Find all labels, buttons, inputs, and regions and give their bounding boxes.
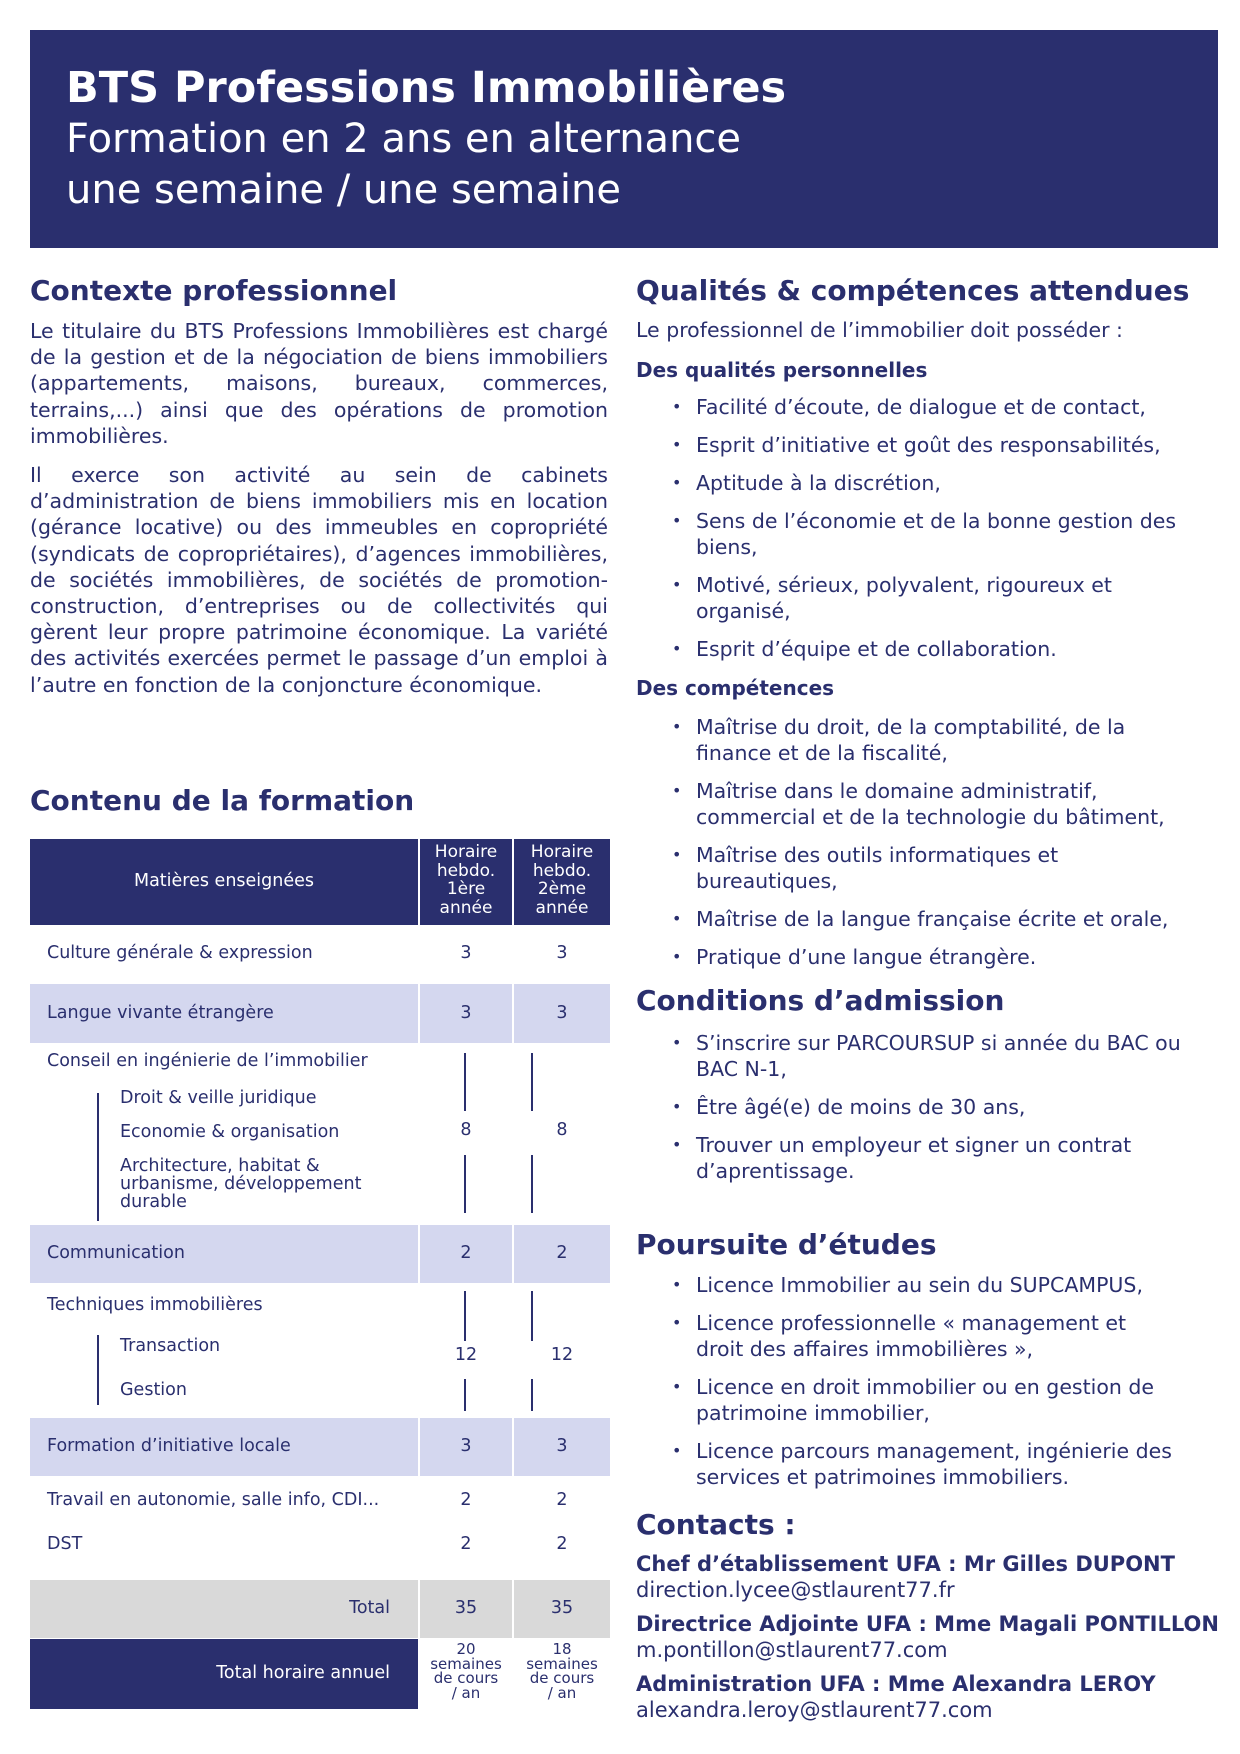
- row-subject: Travail en autonomie, salle info, CDI...: [47, 1490, 380, 1510]
- bullet-icon: •: [672, 1377, 682, 1396]
- annual-year1-line: 20: [456, 1640, 476, 1658]
- table-header-year2-cell: [514, 839, 610, 925]
- row-year1: 3: [460, 1436, 472, 1456]
- row-subject: DST: [47, 1534, 83, 1554]
- bullet-icon: •: [672, 947, 682, 966]
- list-item: [672, 1132, 1220, 1184]
- list-item-text: Être âgé(e) de moins de 30 ans,: [696, 1095, 1026, 1119]
- bullet-icon: •: [672, 717, 682, 736]
- personal-qualities-list: [672, 394, 1220, 662]
- row-year1: 2: [460, 1490, 472, 1510]
- table-annual-row: [30, 1639, 610, 1709]
- annual-label: Total horaire annuel: [216, 1663, 390, 1683]
- contexte-heading: Contexte professionnel: [30, 274, 398, 307]
- table-header-year2: [514, 843, 610, 917]
- row-subject: Langue vivante étrangère: [47, 1003, 274, 1023]
- row-year1: 12: [454, 1345, 478, 1365]
- list-item: [672, 572, 1136, 624]
- row-year2: 2: [556, 1243, 568, 1263]
- value-bracket: [531, 1379, 533, 1411]
- bullet-icon: •: [672, 435, 682, 454]
- value-bracket: [464, 1155, 466, 1213]
- contexte-paragraph-1: Le titulaire du BTS Professions Immobilières est chargé de la gestion et de la négociation de biens immobiliers (appartements, maisons, bureaux, commerces, terrains,...) ainsi que des opérations de promotion immobilières.: [30, 319, 608, 448]
- list-item-text: Licence parcours management, ingénierie des services et patrimoines immobiliers.: [696, 1439, 1172, 1489]
- header-year2-line: Horaire: [530, 842, 594, 862]
- list-item: [672, 1094, 1220, 1120]
- table-row: [30, 1522, 610, 1566]
- annual-year1-line: semaines: [430, 1654, 502, 1673]
- list-item-text: Licence professionnelle « management et droit des affaires immobilières »,: [696, 1311, 1127, 1361]
- subitem: urbanisme, développement: [120, 1174, 362, 1194]
- subitem: Economie & organisation: [120, 1122, 340, 1142]
- table-row: [30, 1043, 610, 1225]
- list-item-text: Motivé, sérieux, polyvalent, rigoureux et organisé,: [696, 573, 1112, 623]
- contact-role: Directrice Adjointe UFA : Mme Magali PONTILLON: [636, 1612, 1219, 1636]
- poursuite-list: [672, 1272, 1220, 1490]
- poursuite-heading: Poursuite d’études: [636, 1228, 937, 1261]
- subitem: Architecture, habitat &: [120, 1156, 320, 1176]
- qualites-intro: Le professionnel de l’immobilier doit posséder :: [636, 318, 1123, 342]
- bullet-icon: •: [672, 1313, 682, 1332]
- group-bracket: [97, 1335, 99, 1405]
- row-year1: 8: [460, 1120, 472, 1140]
- header-year1-line: hebdo.: [436, 860, 496, 881]
- list-item-text: Esprit d’initiative et goût des responsabilités,: [696, 433, 1161, 457]
- bullet-icon: •: [672, 473, 682, 492]
- annual-year1: [420, 1642, 512, 1700]
- annual-year2-line: 18: [552, 1640, 572, 1658]
- row-year2: 3: [556, 943, 568, 963]
- row-year2: 3: [556, 1436, 568, 1456]
- skills-heading: Des compétences: [636, 676, 835, 700]
- list-item-text: Maîtrise dans le domaine administratif, commercial et de la technologie du bâtiment,: [696, 779, 1165, 829]
- value-bracket: [531, 1291, 533, 1341]
- personal-qualities-heading: Des qualités personnelles: [636, 358, 928, 382]
- table-row: [30, 1225, 610, 1283]
- row-year2: 12: [550, 1345, 574, 1365]
- list-item-text: Maîtrise du droit, de la comptabilité, de la finance et de la fiscalité,: [696, 715, 1126, 765]
- annual-year2-line: de cours: [529, 1669, 595, 1687]
- row-year2: 3: [556, 1003, 568, 1023]
- total-year2: 35: [550, 1598, 574, 1618]
- row-subject: Culture générale & expression: [47, 943, 313, 963]
- table-header-year1-cell: [420, 839, 512, 925]
- list-item-text: Maîtrise des outils informatiques et bureautiques,: [696, 843, 1059, 893]
- contact-email[interactable]: m.pontillon@stlaurent77.com: [636, 1638, 948, 1662]
- bullet-icon: •: [672, 781, 682, 800]
- contacts-heading: Contacts :: [636, 1508, 796, 1541]
- total-year1: 35: [454, 1598, 478, 1618]
- list-item-text: Sens de l’économie et de la bonne gestion des biens,: [696, 509, 1177, 559]
- total-label: Total: [349, 1598, 390, 1618]
- header-year1-line: 1ère: [446, 879, 486, 899]
- list-item: [672, 944, 1220, 970]
- list-item: [672, 1030, 1220, 1082]
- row-year2: 8: [556, 1120, 568, 1140]
- table-row: [30, 1476, 610, 1522]
- bullet-icon: •: [672, 1135, 682, 1154]
- annual-year2-line: / an: [547, 1683, 577, 1702]
- annual-year1-line: / an: [451, 1683, 481, 1702]
- admission-list: [672, 1030, 1220, 1184]
- value-bracket: [464, 1053, 466, 1111]
- table-header-row: [30, 839, 610, 925]
- list-item-text: S’inscrire sur PARCOURSUP si année du BAC ou BAC N-1,: [696, 1031, 1181, 1081]
- list-item-text: Pratique d’une langue étrangère.: [696, 945, 1037, 969]
- list-item: [672, 1374, 1220, 1426]
- bullet-icon: •: [672, 575, 682, 594]
- subitem: Gestion: [120, 1380, 187, 1400]
- group-bracket: [97, 1093, 99, 1221]
- header-year2-line: hebdo.: [532, 860, 592, 881]
- table-header-year1: [420, 843, 512, 917]
- row-subject: Techniques immobilières: [47, 1295, 263, 1315]
- row-year2: 2: [556, 1534, 568, 1554]
- row-year1: 3: [460, 943, 472, 963]
- header-year1-line: année: [439, 897, 493, 918]
- contact-email[interactable]: direction.lycee@stlaurent77.fr: [636, 1578, 955, 1602]
- bullet-icon: •: [672, 639, 682, 658]
- bullet-icon: •: [672, 1033, 682, 1052]
- table-total-row: [30, 1580, 610, 1638]
- list-item-text: Licence en droit immobilier ou en gestion de patrimoine immobilier,: [696, 1375, 1155, 1425]
- list-item: [672, 636, 1220, 662]
- row-year2: 2: [556, 1490, 568, 1510]
- bullet-icon: •: [672, 845, 682, 864]
- list-item: [672, 714, 1176, 766]
- admission-heading: Conditions d’admission: [636, 984, 1005, 1017]
- value-bracket: [464, 1291, 466, 1341]
- bullet-icon: •: [672, 909, 682, 928]
- row-year1: 3: [460, 1003, 472, 1023]
- list-item-text: Maîtrise de la langue française écrite et orale,: [696, 907, 1169, 931]
- bullet-icon: •: [672, 1441, 682, 1460]
- bullet-icon: •: [672, 1097, 682, 1116]
- row-subject: Communication: [47, 1243, 185, 1263]
- list-item-text: Trouver un employeur et signer un contrat d’aprentissage.: [696, 1133, 1132, 1183]
- list-item: [672, 1272, 1220, 1298]
- value-bracket: [464, 1379, 466, 1411]
- contact-role: Chef d’établissement UFA : Mr Gilles DUPONT: [636, 1552, 1175, 1576]
- annual-year2-line: semaines: [526, 1654, 598, 1673]
- annual-year1-line: de cours: [433, 1669, 499, 1687]
- list-item: [672, 470, 1220, 496]
- list-item: [672, 508, 1220, 560]
- list-item-text: Esprit d’équipe et de collaboration.: [696, 637, 1057, 661]
- list-item-text: Aptitude à la discrétion,: [696, 471, 941, 495]
- page-subtitle-line2: une semaine / une semaine: [66, 167, 621, 213]
- table-row: [30, 925, 610, 984]
- bullet-icon: •: [672, 511, 682, 530]
- qualites-heading: Qualités & compétences attendues: [636, 274, 1190, 307]
- annual-year2: [514, 1642, 610, 1700]
- formation-heading: Contenu de la formation: [30, 784, 415, 817]
- header-year2-line: 2ème: [537, 879, 587, 899]
- table-row: [30, 984, 610, 1043]
- table-row: [30, 1283, 610, 1418]
- list-item: [672, 1310, 1176, 1362]
- list-item-text: Facilité d’écoute, de dialogue et de contact,: [696, 395, 1146, 419]
- list-item: [672, 394, 1220, 420]
- row-year1: 2: [460, 1243, 472, 1263]
- bullet-icon: •: [672, 397, 682, 416]
- header-banner: [30, 30, 1218, 248]
- page-subtitle-line1: Formation en 2 ans en alternance: [66, 116, 742, 162]
- skills-list: [672, 714, 1220, 970]
- formation-table: [30, 839, 610, 1709]
- table-header-subject: Matières enseignées: [133, 871, 315, 891]
- table-row: [30, 1418, 610, 1476]
- subitem: Transaction: [120, 1336, 221, 1356]
- row-year1: 2: [460, 1534, 472, 1554]
- list-item: [672, 906, 1220, 932]
- list-item-text: Licence Immobilier au sein du SUPCAMPUS,: [696, 1273, 1143, 1297]
- page-title: BTS Professions Immobilières: [66, 63, 787, 113]
- header-year2-line: année: [535, 897, 589, 918]
- list-item: [672, 432, 1220, 458]
- list-item: [672, 842, 1116, 894]
- table-header-subject-cell: [30, 839, 418, 925]
- list-item: [672, 778, 1220, 830]
- subitem: durable: [120, 1192, 187, 1212]
- row-subject: Conseil en ingénierie de l’immobilier: [47, 1051, 368, 1071]
- contexte-paragraph-2: Il exerce son activité au sein de cabinets d’administration de biens immobiliers mis en location (gérance locative) ou des immeubles en copropriété (syndicats de copropriétaires), d’agences immobilières, de sociétés immobilières, de sociétés de promotion-construction, d’entreprises ou de collectivités qui gèrent leur propre patrimoine économique. La variété des activités exercées permet le passage d’un emploi à l’autre en fonction de la conjoncture économique.: [30, 463, 608, 697]
- subitem: Droit & veille juridique: [120, 1088, 317, 1108]
- value-bracket: [531, 1155, 533, 1213]
- contact-email[interactable]: alexandra.leroy@stlaurent77.com: [636, 1698, 993, 1722]
- row-subject: Formation d’initiative locale: [47, 1436, 291, 1456]
- value-bracket: [531, 1053, 533, 1111]
- bullet-icon: •: [672, 1275, 682, 1294]
- list-item: [672, 1438, 1220, 1490]
- contact-role: Administration UFA : Mme Alexandra LEROY: [636, 1672, 1156, 1696]
- header-year1-line: Horaire: [434, 842, 498, 862]
